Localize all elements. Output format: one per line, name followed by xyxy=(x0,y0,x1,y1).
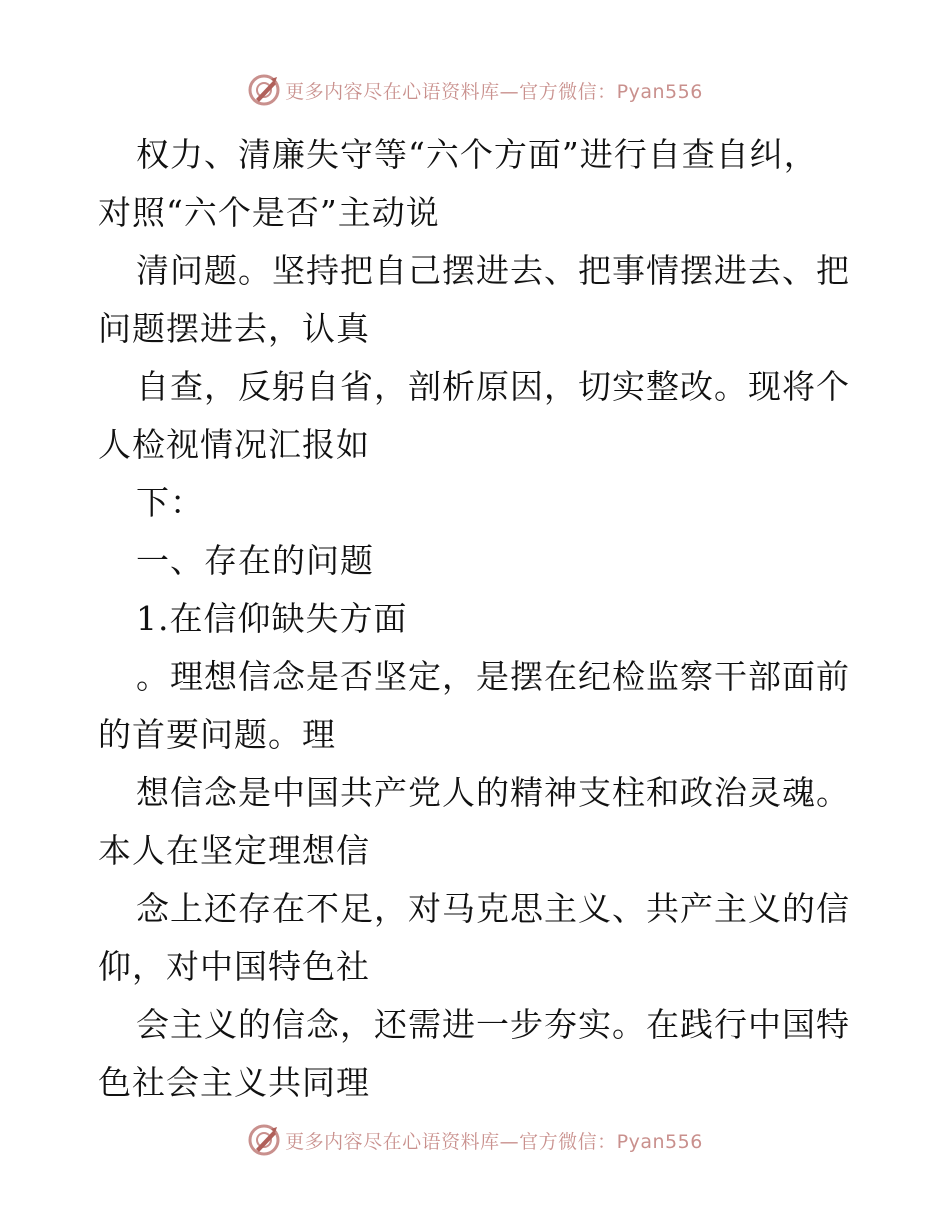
text-line: 人检视情况汇报如 xyxy=(98,425,370,464)
footer-watermark-banner xyxy=(0,1120,950,1160)
footer-watermark-text: 更多内容尽在心语资料库—官方微信：Pyan556 xyxy=(285,1130,703,1153)
text-line: 一、存在的问题 xyxy=(136,541,374,580)
text-line: 色社会主义共同理 xyxy=(98,1063,370,1102)
brand-logo-icon xyxy=(247,1123,281,1157)
text-line: 清问题。坚持把自己摆进去、把事情摆进去、把 xyxy=(136,251,850,290)
text-line: 仰，对中国特色社 xyxy=(98,947,370,986)
text-line: 权力、清廉失守等“六个方面”进行自查自纠， xyxy=(136,135,818,174)
text-line: 问题摆进去，认真 xyxy=(98,309,370,348)
brand-logo-icon xyxy=(247,73,281,107)
text-line: 自查，反躬自省，剖析原因，切实整改。现将个 xyxy=(136,367,850,406)
text-line: 。理想信念是否坚定，是摆在纪检监察干部面前 xyxy=(136,657,850,696)
text-line: 念上还存在不足，对马克思主义、共产主义的信 xyxy=(136,889,850,928)
text-line: 1.在信仰缺失方面 xyxy=(136,599,408,638)
text-line: 的首要问题。理 xyxy=(98,715,336,754)
header-watermark-text: 更多内容尽在心语资料库—官方微信：Pyan556 xyxy=(285,80,703,103)
text-line: 想信念是中国共产党人的精神支柱和政治灵魂。 xyxy=(136,773,850,812)
text-line: 对照“六个是否”主动说 xyxy=(98,193,440,232)
header-watermark-banner xyxy=(0,70,950,110)
text-line: 本人在坚定理想信 xyxy=(98,831,370,870)
document-body xyxy=(98,126,858,1112)
text-line: 下： xyxy=(136,483,204,522)
text-line: 会主义的信念，还需进一步夯实。在践行中国特 xyxy=(136,1005,850,1044)
